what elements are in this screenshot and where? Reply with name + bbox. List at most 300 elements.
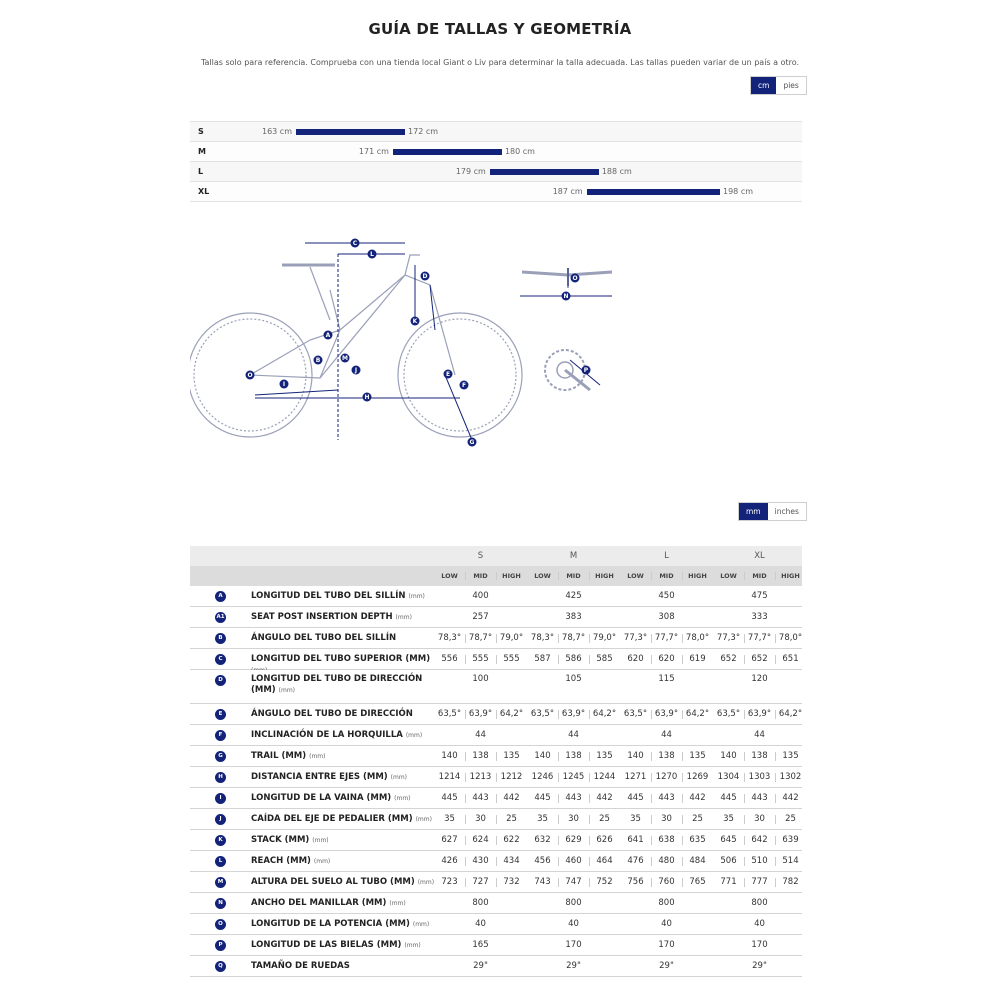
row-label: [251, 633, 436, 644]
svg-text:P: P: [583, 367, 589, 374]
table-cell: 1303: [748, 772, 771, 782]
row-unit: (mm): [390, 774, 408, 781]
table-cell: 63,9°: [468, 709, 493, 719]
sub-column-header: MID: [473, 572, 488, 580]
table-cell: 35: [444, 814, 455, 824]
table-cell: 25: [692, 814, 703, 824]
table-cell: 652: [751, 654, 768, 664]
table-cell: 78,7°: [561, 633, 586, 643]
table-cell: 64,2°: [592, 709, 617, 719]
table-cell: 586: [565, 654, 582, 664]
table-cell: 1271: [624, 772, 647, 782]
svg-text:C: C: [352, 240, 358, 247]
table-cell: 138: [565, 751, 582, 761]
table-cell: 460: [565, 856, 582, 866]
label-m-icon: [341, 354, 350, 363]
row-label: [251, 835, 436, 846]
size-column-header: S: [477, 551, 484, 561]
svg-text:M: M: [342, 355, 348, 362]
row-label-text: LONGITUD DE LA VAINA (MM): [251, 793, 392, 803]
row-label-text: ÁNGULO DEL TUBO DE DIRECCIÓN: [251, 709, 413, 719]
dim-line-d: [430, 285, 435, 330]
dim-line-i: [255, 390, 338, 395]
table-cell: 63,5°: [623, 709, 648, 719]
size-disclaimer: Tallas solo para referencia. Comprueba con una tienda local Giant o Liv para determinar la talla adecuada. Las tallas pueden variar de un país a otro.: [200, 58, 800, 67]
table-row: [190, 809, 802, 830]
row-unit: (mm): [312, 837, 329, 844]
table-cell: 585: [596, 654, 613, 664]
unit-mm-button[interactable]: mm: [739, 503, 768, 520]
table-cell: 105: [565, 674, 582, 684]
table-cell: 645: [720, 835, 737, 845]
label-l-icon: [368, 250, 377, 259]
rider-height-bar: [393, 149, 502, 155]
table-cell: 443: [751, 793, 768, 803]
row-label: [251, 674, 436, 696]
table-row: [190, 851, 802, 872]
rider-height-max: 188 cm: [601, 167, 632, 176]
row-unit: (mm): [405, 732, 423, 739]
table-cell: 747: [565, 877, 582, 887]
table-cell: 170: [565, 940, 582, 950]
table-cell: 425: [565, 591, 582, 601]
table-cell: 771: [720, 877, 737, 887]
table-row: [190, 725, 802, 746]
rider-height-max: 198 cm: [723, 187, 754, 196]
row-label-text: LONGITUD DE LAS BIELAS (MM): [251, 940, 402, 950]
table-cell: 115: [658, 674, 675, 684]
table-cell: 732: [503, 877, 520, 887]
row-code-badge: H: [215, 772, 226, 783]
table-cell: 77,7°: [747, 633, 772, 643]
rider-height-min: 163 cm: [261, 127, 292, 136]
table-cell: 35: [537, 814, 548, 824]
table-row: [190, 607, 802, 628]
table-cell: 140: [627, 751, 644, 761]
table-cell: 63,9°: [654, 709, 679, 719]
table-cell: 556: [441, 654, 458, 664]
row-code-badge: C: [215, 654, 226, 665]
table-cell: 79,0°: [499, 633, 524, 643]
table-cell: 40: [475, 919, 486, 929]
table-cell: 450: [658, 591, 675, 601]
table-row: [190, 746, 802, 767]
table-cell: 800: [472, 898, 489, 908]
row-unit: (mm): [278, 687, 296, 694]
unit-cm-button[interactable]: cm: [751, 77, 776, 94]
table-cell: 620: [627, 654, 644, 664]
row-label: [251, 591, 436, 602]
row-unit: (mm): [313, 858, 331, 865]
table-cell: 426: [441, 856, 458, 866]
row-code-badge: D: [215, 675, 226, 686]
unit-inches-button[interactable]: inches: [774, 507, 799, 516]
table-cell: 77,7°: [654, 633, 679, 643]
table-cell: 1245: [562, 772, 585, 782]
unit-feet-button[interactable]: pies: [783, 81, 799, 90]
row-label-text: LONGITUD DEL TUBO DE DIRECCIÓN (MM): [251, 674, 423, 695]
rider-height-chart: [190, 121, 802, 202]
row-label-text: REACH (MM): [251, 856, 311, 866]
table-cell: 140: [720, 751, 737, 761]
row-label: [251, 940, 436, 951]
table-cell: 29": [473, 961, 488, 971]
svg-text:D: D: [422, 273, 428, 280]
svg-text:O: O: [572, 275, 578, 282]
table-cell: 765: [689, 877, 706, 887]
table-cell: 25: [506, 814, 517, 824]
table-cell: 140: [534, 751, 551, 761]
table-cell: 442: [503, 793, 520, 803]
row-label: [251, 730, 436, 741]
table-cell: 135: [689, 751, 706, 761]
table-cell: 30: [568, 814, 579, 824]
svg-text:F: F: [461, 382, 467, 389]
svg-text:K: K: [412, 318, 418, 325]
table-cell: 743: [534, 877, 551, 887]
table-cell: 400: [472, 591, 489, 601]
table-cell: 35: [723, 814, 734, 824]
table-cell: 140: [441, 751, 458, 761]
row-label: [251, 877, 436, 888]
table-cell: 44: [475, 730, 486, 740]
table-row: [190, 893, 802, 914]
table-cell: 624: [472, 835, 489, 845]
table-cell: 64,2°: [778, 709, 803, 719]
table-cell: 1302: [779, 772, 802, 782]
table-cell: 29": [566, 961, 581, 971]
row-label-text: ANCHO DEL MANILLAR (MM): [251, 898, 387, 908]
svg-text:O: O: [247, 372, 253, 379]
table-cell: 308: [658, 612, 675, 622]
table-cell: 40: [568, 919, 579, 929]
table-cell: 1213: [469, 772, 492, 782]
rider-height-min: 171 cm: [358, 147, 389, 156]
table-cell: 1212: [500, 772, 523, 782]
table-cell: 777: [751, 877, 768, 887]
table-cell: 638: [658, 835, 675, 845]
table-cell: 442: [596, 793, 613, 803]
table-cell: 77,3°: [623, 633, 648, 643]
table-cell: 25: [599, 814, 610, 824]
table-cell: 620: [658, 654, 675, 664]
row-unit: (mm): [389, 900, 406, 907]
table-cell: 800: [658, 898, 675, 908]
table-cell: 443: [658, 793, 675, 803]
front-wheel-outline: [398, 313, 522, 437]
size-column-header: M: [569, 551, 578, 561]
row-unit: (mm): [412, 921, 430, 928]
rider-size-label: M: [198, 147, 206, 156]
row-unit: (mm): [404, 942, 421, 949]
row-code-badge: J: [215, 814, 226, 825]
table-row: [190, 670, 802, 704]
table-cell: 443: [565, 793, 582, 803]
rider-height-bar: [587, 189, 720, 195]
size-column-header: L: [664, 551, 669, 561]
row-label-text: ALTURA DEL SUELO AL TUBO (MM): [251, 877, 415, 887]
table-cell: 78,7°: [468, 633, 493, 643]
table-cell: 642: [751, 835, 768, 845]
row-label-text: ÁNGULO DEL TUBO DEL SILLÍN: [251, 633, 397, 643]
table-cell: 78,3°: [437, 633, 462, 643]
label-p-icon: [582, 366, 591, 375]
table-cell: 475: [751, 591, 768, 601]
rider-height-row: [190, 142, 802, 162]
table-cell: 632: [534, 835, 551, 845]
svg-text:I: I: [282, 381, 286, 388]
sub-column-header: LOW: [720, 572, 737, 580]
row-label-text: DISTANCIA ENTRE EJES (MM): [251, 772, 388, 782]
rider-height-min: 179 cm: [455, 167, 486, 176]
page-title: GUÍA DE TALLAS Y GEOMETRÍA: [368, 20, 632, 38]
row-code-badge: N: [215, 898, 226, 909]
table-cell: 383: [565, 612, 582, 622]
sub-column-header: LOW: [627, 572, 644, 580]
table-cell: 456: [534, 856, 551, 866]
table-cell: 555: [503, 654, 520, 664]
table-cell: 627: [441, 835, 458, 845]
size-header-row: [190, 546, 802, 566]
rider-height-bar: [296, 129, 405, 135]
table-row: [190, 830, 802, 851]
table-cell: 800: [751, 898, 768, 908]
rider-height-max: 180 cm: [504, 147, 535, 156]
row-code-badge: A1: [215, 612, 226, 623]
row-label: [251, 751, 436, 762]
table-row: [190, 788, 802, 809]
table-cell: 756: [627, 877, 644, 887]
table-cell: 63,5°: [530, 709, 555, 719]
table-cell: 445: [720, 793, 737, 803]
rider-height-min: 187 cm: [552, 187, 583, 196]
row-label: [251, 898, 436, 909]
svg-text:G: G: [469, 439, 475, 446]
sub-column-header: MID: [752, 572, 767, 580]
table-cell: 100: [472, 674, 489, 684]
table-cell: 434: [503, 856, 520, 866]
row-label: [251, 793, 436, 804]
table-cell: 484: [689, 856, 706, 866]
table-row: [190, 767, 802, 788]
geometry-table-body: [190, 586, 802, 977]
row-code-badge: Q: [215, 961, 226, 972]
table-cell: 165: [472, 940, 489, 950]
label-o-icon: [246, 371, 255, 380]
table-cell: 430: [472, 856, 489, 866]
sub-column-header: HIGH: [595, 572, 614, 580]
row-label: [251, 961, 436, 972]
table-cell: 476: [627, 856, 644, 866]
rider-size-label: S: [198, 127, 204, 136]
sub-header-row: [190, 566, 802, 586]
table-cell: 138: [751, 751, 768, 761]
row-code-badge: B: [215, 633, 226, 644]
table-row: [190, 914, 802, 935]
row-unit: (mm): [415, 816, 432, 823]
table-cell: 333: [751, 612, 768, 622]
rider-size-label: L: [198, 167, 204, 176]
table-cell: 1304: [717, 772, 740, 782]
row-label-text: LONGITUD DEL TUBO DEL SILLÍN: [251, 591, 406, 601]
table-cell: 639: [782, 835, 799, 845]
table-cell: 44: [754, 730, 765, 740]
svg-text:J: J: [354, 367, 358, 374]
row-unit: (mm): [395, 614, 412, 621]
rider-size-label: XL: [198, 187, 210, 196]
table-cell: 77,3°: [716, 633, 741, 643]
table-cell: 78,3°: [530, 633, 555, 643]
label-a-icon: [324, 331, 333, 340]
table-cell: 555: [472, 654, 489, 664]
rider-height-row: [190, 121, 802, 142]
table-cell: 63,9°: [747, 709, 772, 719]
table-cell: 135: [503, 751, 520, 761]
table-cell: 442: [689, 793, 706, 803]
table-cell: 44: [661, 730, 672, 740]
table-row: [190, 586, 802, 607]
row-label-text: SEAT POST INSERTION DEPTH: [251, 612, 393, 622]
row-unit: (mm): [309, 753, 326, 760]
table-cell: 727: [472, 877, 489, 887]
row-label: [251, 772, 436, 783]
row-code-badge: L: [215, 856, 226, 867]
table-cell: 29": [659, 961, 674, 971]
table-cell: 622: [503, 835, 520, 845]
table-cell: 135: [596, 751, 613, 761]
table-cell: 40: [754, 919, 765, 929]
table-row: [190, 935, 802, 956]
table-cell: 1269: [686, 772, 709, 782]
row-label-text: TRAIL (MM): [251, 751, 307, 761]
table-cell: 138: [472, 751, 489, 761]
table-cell: 30: [475, 814, 486, 824]
table-cell: 170: [658, 940, 675, 950]
sub-column-header: MID: [566, 572, 581, 580]
table-cell: 723: [441, 877, 458, 887]
svg-text:B: B: [315, 357, 321, 364]
table-cell: 619: [689, 654, 706, 664]
table-cell: 135: [782, 751, 799, 761]
row-label-text: CAÍDA DEL EJE DE PEDALIER (MM): [251, 814, 413, 824]
height-unit-toggle: [750, 76, 807, 95]
table-cell: 1246: [531, 772, 554, 782]
table-cell: 445: [627, 793, 644, 803]
handlebar-diagram: [520, 268, 612, 301]
table-cell: 138: [658, 751, 675, 761]
rider-height-row: [190, 182, 802, 202]
row-code-badge: K: [215, 835, 226, 846]
table-cell: 752: [596, 877, 613, 887]
row-code-badge: G: [215, 751, 226, 762]
table-cell: 25: [785, 814, 796, 824]
row-label: [251, 709, 436, 720]
table-cell: 464: [596, 856, 613, 866]
table-cell: 170: [751, 940, 768, 950]
row-label-text: INCLINACIÓN DE LA HORQUILLA: [251, 730, 403, 740]
svg-text:N: N: [563, 293, 569, 300]
table-row: [190, 872, 802, 893]
table-cell: 782: [782, 877, 799, 887]
label-d-icon: [421, 272, 430, 281]
table-cell: 64,2°: [499, 709, 524, 719]
rider-height-bar: [490, 169, 599, 175]
table-cell: 652: [720, 654, 737, 664]
table-cell: 635: [689, 835, 706, 845]
table-cell: 30: [754, 814, 765, 824]
svg-text:E: E: [445, 371, 451, 378]
table-cell: 510: [751, 856, 768, 866]
crankset-diagram: [545, 350, 600, 390]
row-label: [251, 919, 436, 930]
label-f-icon: [460, 381, 469, 390]
row-code-badge: E: [215, 709, 226, 720]
table-cell: 514: [782, 856, 799, 866]
table-cell: 64,2°: [685, 709, 710, 719]
rider-height-row: [190, 162, 802, 182]
row-unit: (mm): [408, 593, 425, 600]
table-cell: 442: [782, 793, 799, 803]
table-cell: 445: [534, 793, 551, 803]
table-cell: 29": [752, 961, 767, 971]
size-column-header: XL: [754, 551, 765, 561]
table-cell: 63,5°: [437, 709, 462, 719]
svg-text:H: H: [364, 394, 370, 401]
table-cell: 445: [441, 793, 458, 803]
table-cell: 651: [782, 654, 799, 664]
table-cell: 78,0°: [685, 633, 710, 643]
row-label-text: STACK (MM): [251, 835, 310, 845]
label-b-icon: [314, 356, 323, 365]
table-cell: 629: [565, 835, 582, 845]
label-c-icon: [351, 239, 360, 248]
table-cell: 78,0°: [778, 633, 803, 643]
table-row: [190, 704, 802, 725]
sub-column-header: MID: [659, 572, 674, 580]
row-label-text: LONGITUD DE LA POTENCIA (MM): [251, 919, 410, 929]
row-code-badge: P: [215, 940, 226, 951]
sub-column-header: LOW: [441, 572, 458, 580]
row-label: [251, 814, 436, 825]
sub-column-header: LOW: [534, 572, 551, 580]
table-row: [190, 628, 802, 649]
table-row: [190, 649, 802, 670]
table-cell: 40: [661, 919, 672, 929]
label-k-icon: [411, 317, 420, 326]
table-cell: 800: [565, 898, 582, 908]
table-cell: 44: [568, 730, 579, 740]
table-row: [190, 956, 802, 977]
row-unit: (mm): [417, 879, 435, 886]
row-label-text: LONGITUD DEL TUBO SUPERIOR (MM): [251, 654, 431, 664]
table-cell: 506: [720, 856, 737, 866]
table-cell: 63,5°: [716, 709, 741, 719]
svg-text:L: L: [370, 251, 374, 258]
label-g-icon: [468, 438, 477, 447]
label-j-icon: [352, 366, 361, 375]
sub-column-header: HIGH: [688, 572, 707, 580]
table-cell: 480: [658, 856, 675, 866]
geometry-unit-toggle: [738, 502, 807, 521]
bike-geometry-diagram: [190, 230, 630, 455]
label-o-handlebar-icon: [571, 274, 580, 283]
row-code-badge: F: [215, 730, 226, 741]
table-cell: 1270: [655, 772, 678, 782]
table-cell: 30: [661, 814, 672, 824]
table-cell: 626: [596, 835, 613, 845]
label-e-icon: [444, 370, 453, 379]
table-cell: 641: [627, 835, 644, 845]
